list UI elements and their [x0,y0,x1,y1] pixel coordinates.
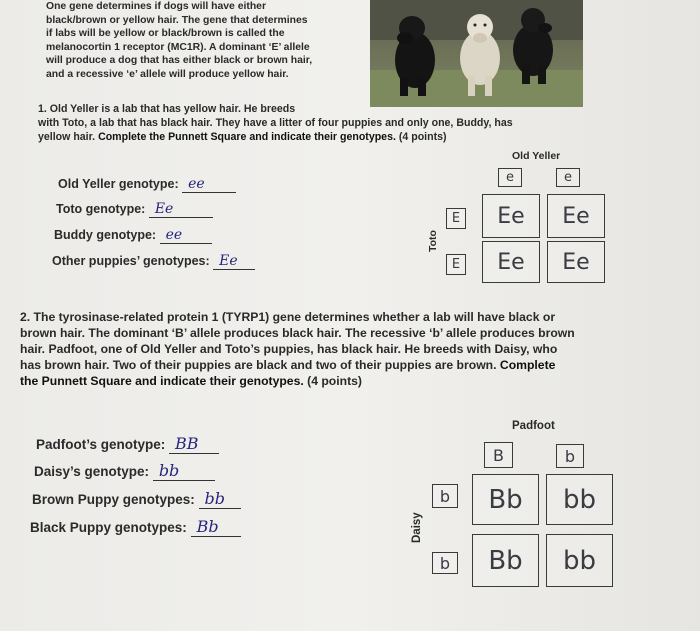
punnett-1-side-allele[interactable]: E [446,208,466,229]
padfoot-genotype-answer[interactable]: BB [169,434,219,454]
question-1-instruction: Complete the Punnett Square and indicate their genotypes. [98,131,396,143]
punnett-1-side-label: Toto [427,230,439,252]
question-2-line: hair. Padfoot, one of Old Yeller and Toto’s puppies, has black hair. He breeds with Daisy, who [20,342,558,356]
punnett-1-cell[interactable]: Ee [547,194,605,238]
punnett-2-side-allele[interactable]: b [432,552,458,574]
old-yeller-genotype-label: Old Yeller genotype: [58,177,179,191]
intro-line: melanocortin 1 receptor (MC1R). A dominant ‘E’ allele [46,41,310,53]
question-2-text [20,309,640,389]
padfoot-genotype-label: Padfoot’s genotype: [36,437,166,452]
punnett-2-side-allele[interactable]: b [432,484,458,508]
brown-puppy-genotype-label: Brown Puppy genotypes: [32,492,195,507]
punnett-2-cell[interactable]: Bb [472,474,539,525]
punnett-2-top-allele[interactable]: b [556,444,584,468]
question-1-line: 1. Old Yeller is a lab that has yellow hair. He breeds [38,103,296,115]
daisy-genotype-row [34,461,215,481]
black-puppy-genotype-answer[interactable]: Bb [191,517,241,537]
black-puppy-genotype-label: Black Puppy genotypes: [30,520,187,535]
other-puppies-genotype-row [52,253,255,270]
buddy-genotype-row [54,227,212,244]
buddy-genotype-answer[interactable]: ee [160,227,212,244]
punnett-2-cell[interactable]: bb [546,474,613,525]
punnett-1-cell[interactable]: Ee [482,194,540,238]
toto-genotype-label: Toto genotype: [56,202,146,216]
padfoot-genotype-row [36,434,219,454]
punnett-2-side-label: Daisy [411,512,423,543]
intro-line: One gene determines if dogs will have either [46,1,266,12]
question-1-line [38,130,618,144]
punnett-1-side-allele[interactable]: E [446,254,466,275]
labrador-photo [370,0,583,107]
other-puppies-genotype-label: Other puppies’ genotypes: [52,254,210,268]
intro-line: black/brown or yellow hair. The gene that determines [46,14,308,26]
punnett-2-cell[interactable]: Bb [472,534,539,587]
question-1-points: (4 points) [395,131,447,143]
punnett-1-top-label: Old Yeller [512,150,561,162]
punnett-1-cell[interactable]: Ee [547,241,605,283]
brown-puppy-genotype-answer[interactable]: bb [199,489,241,509]
punnett-2-top-label: Padfoot [512,420,555,432]
question-2-instruction: the Punnett Square and indicate their genotypes. [20,374,304,388]
question-2-points: (4 points) [303,374,362,388]
question-1-text [38,102,618,144]
question-2-line [20,357,640,373]
black-puppy-genotype-row [30,517,241,537]
question-2-text-plain: has brown hair. Two of their puppies are black and two of their puppies are brown. [20,358,500,372]
question-1-line: with Toto, a lab that has black hair. They have a litter of four puppies and only one, Buddy, has [38,117,513,129]
toto-genotype-answer[interactable]: Ee [149,201,213,218]
question-2-line: 2. The tyrosinase-related protein 1 (TYRP1) gene determines whether a lab will have black or [20,310,556,324]
other-puppies-genotype-answer[interactable]: Ee [213,253,255,270]
intro-line: if labs will be yellow or black/brown is called the [46,28,285,40]
question-2-line: brown hair. The dominant ‘B’ allele produces black hair. The recessive ‘b’ allele produces brown [20,326,575,340]
punnett-2-cell[interactable]: bb [546,534,613,587]
three-labradors-image [370,0,583,107]
intro-line: and a recessive ‘e’ allele will produce yellow hair. [46,68,289,80]
question-1-text-plain: yellow hair. [38,131,99,143]
buddy-genotype-label: Buddy genotype: [54,228,157,242]
punnett-1-top-allele[interactable]: e [498,168,522,187]
old-yeller-genotype-row [58,176,236,193]
daisy-genotype-label: Daisy’s genotype: [34,464,150,479]
intro-line: will produce a dog that has either black or brown hair, [46,55,313,67]
daisy-genotype-answer[interactable]: bb [153,461,215,481]
brown-puppy-genotype-row [32,489,241,509]
punnett-1-cell[interactable]: Ee [482,241,540,283]
old-yeller-genotype-answer[interactable]: ee [182,176,236,193]
toto-genotype-row [56,201,213,218]
intro-paragraph [46,0,366,82]
question-2-line [20,373,640,389]
question-2-instruction: Complete [499,358,556,372]
punnett-1-top-allele[interactable]: e [556,168,580,187]
punnett-2-top-allele[interactable]: B [484,442,513,468]
